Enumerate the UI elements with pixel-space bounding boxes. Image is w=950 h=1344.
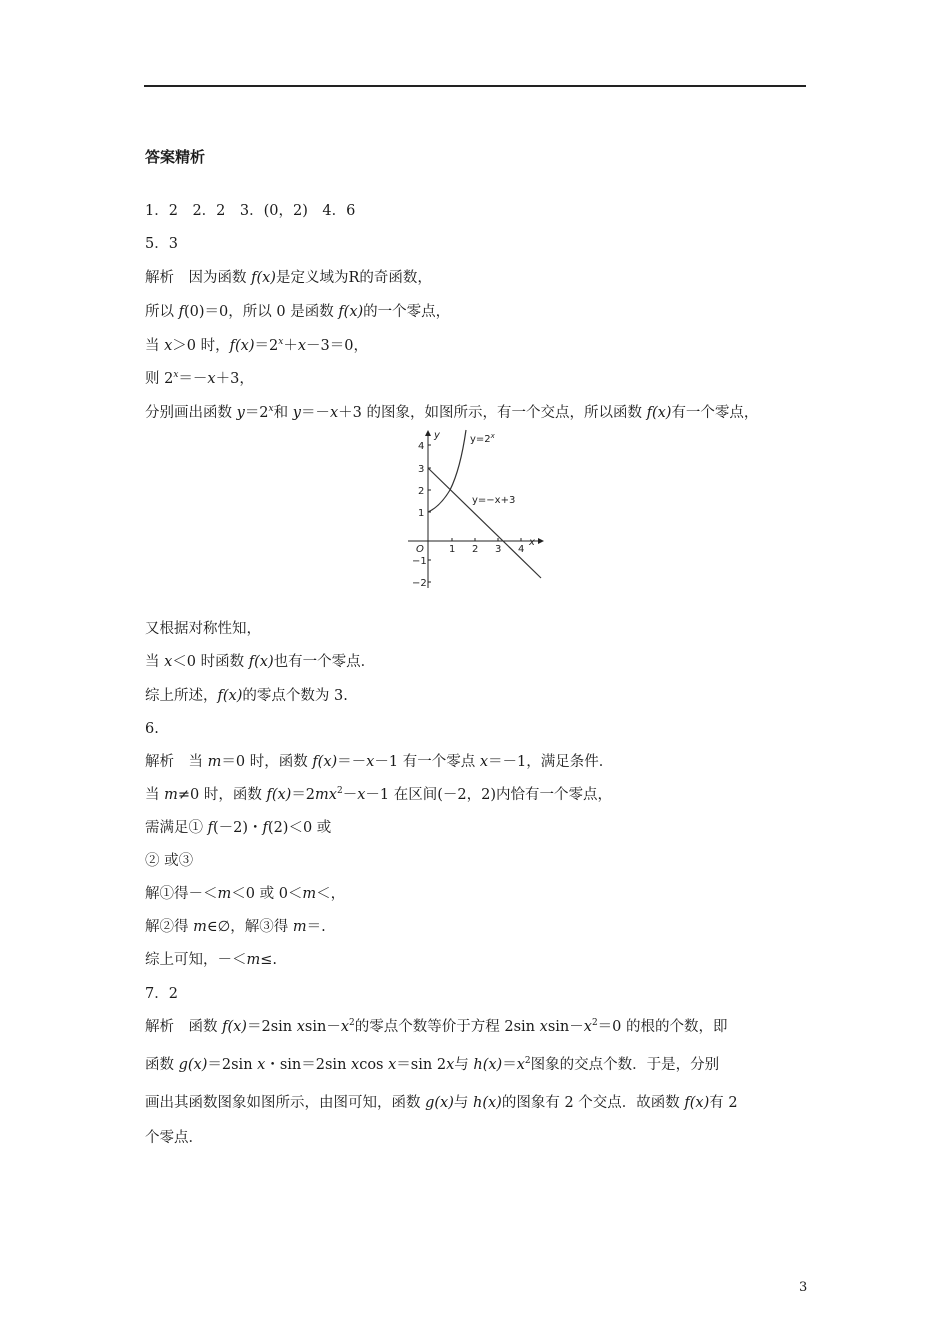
- answer-line-1: 1．2 2．2 3．(0，2) 4．6: [145, 203, 356, 219]
- answer-line-6: 6.: [145, 721, 159, 737]
- y-tick-2: 2: [418, 486, 425, 497]
- text-line: 综上可知，－＜m≤.: [145, 952, 278, 968]
- y-tick-1: 1: [418, 508, 425, 519]
- text-line: 当 x＜0 时函数 f(x)也有一个零点．: [145, 654, 376, 670]
- text-line: ② 或③: [145, 853, 194, 869]
- text-line: 解析 因为函数 f(x)是定义域为R的奇函数，: [145, 270, 432, 286]
- linear-line: [428, 468, 541, 578]
- text-line: 需满足① f(－2)・f(2)＜0 或: [145, 820, 332, 836]
- y-tick-neg1: −1: [412, 556, 427, 567]
- y-tick-3: 3: [418, 464, 425, 475]
- text-line: 个零点．: [145, 1130, 203, 1146]
- text-line: 函数 g(x)＝2sin x・sin＝2sin xcos x＝sin 2x与 $h(x)=x^2$图象的交点个数．于是，分别: [145, 1056, 720, 1073]
- curve-label: $y=2^x$: [470, 432, 495, 445]
- text-line: 所以 f(0)＝0，所以 0 是函数 f(x)的一个零点，: [145, 304, 451, 320]
- page-number: 3: [799, 1280, 808, 1295]
- x-tick-4: 4: [518, 544, 525, 555]
- text-line: 解析 当 m＝0 时，函数 f(x)＝－x－1 有一个零点 x＝－1，满足条件．: [145, 754, 614, 770]
- text-line: 解①得－＜m＜0 或 0＜m＜，: [145, 886, 346, 902]
- section-heading: 答案精析: [145, 148, 206, 166]
- text-line: 综上所述，f(x)的零点个数为 3.: [145, 688, 348, 704]
- text-line: 又根据对称性知，: [145, 621, 261, 637]
- origin-label: O: [416, 544, 424, 555]
- text-line: 画出其函数图象如图所示，由图可知，函数 g(x)与 h(x)的图象有 2 个交点．故函数 f(x)有 2: [145, 1095, 738, 1111]
- text-line: 解②得 m∈∅，解③得 m＝.: [145, 919, 326, 935]
- x-tick-3: 3: [495, 544, 502, 555]
- answer-line-5: 5．3: [145, 236, 178, 252]
- x-tick-1: 1: [449, 544, 456, 555]
- header-rule: [144, 85, 806, 87]
- text-line: 解析 函数 f(x)＝2sin $xsin-x^2$的零点个数等价于方程 2sin $xsin-x^2=0$ 的根的个数，即: [145, 1018, 728, 1035]
- y-axis-label: y: [434, 430, 440, 441]
- x-axis-arrow: [538, 538, 544, 544]
- y-tick-4: 4: [418, 441, 425, 452]
- line-label: y=−x+3: [472, 495, 516, 506]
- text-line: 则 $2^x=-x+3$，: [145, 370, 254, 387]
- text-line: 分别画出函数 $y=2^x$和 y＝－x＋3 的图象，如图所示，有一个交点，所以函数 f(x)有一个零点，: [145, 404, 759, 421]
- x-tick-2: 2: [472, 544, 479, 555]
- x-axis-label: x: [529, 537, 535, 548]
- function-graph: [402, 428, 550, 590]
- y-tick-neg2: −2: [412, 578, 427, 589]
- answer-line-7: 7．2: [145, 986, 178, 1002]
- text-line: 当 m≠0 时，函数 $f(x)=2mx^2-x-1$ 在区间(－2，2)内恰有一个零点，: [145, 786, 613, 803]
- text-line: 当 x＞0 时，$f(x)=2^x+x-3=0$，: [145, 337, 368, 354]
- y-axis-arrow: [425, 430, 431, 436]
